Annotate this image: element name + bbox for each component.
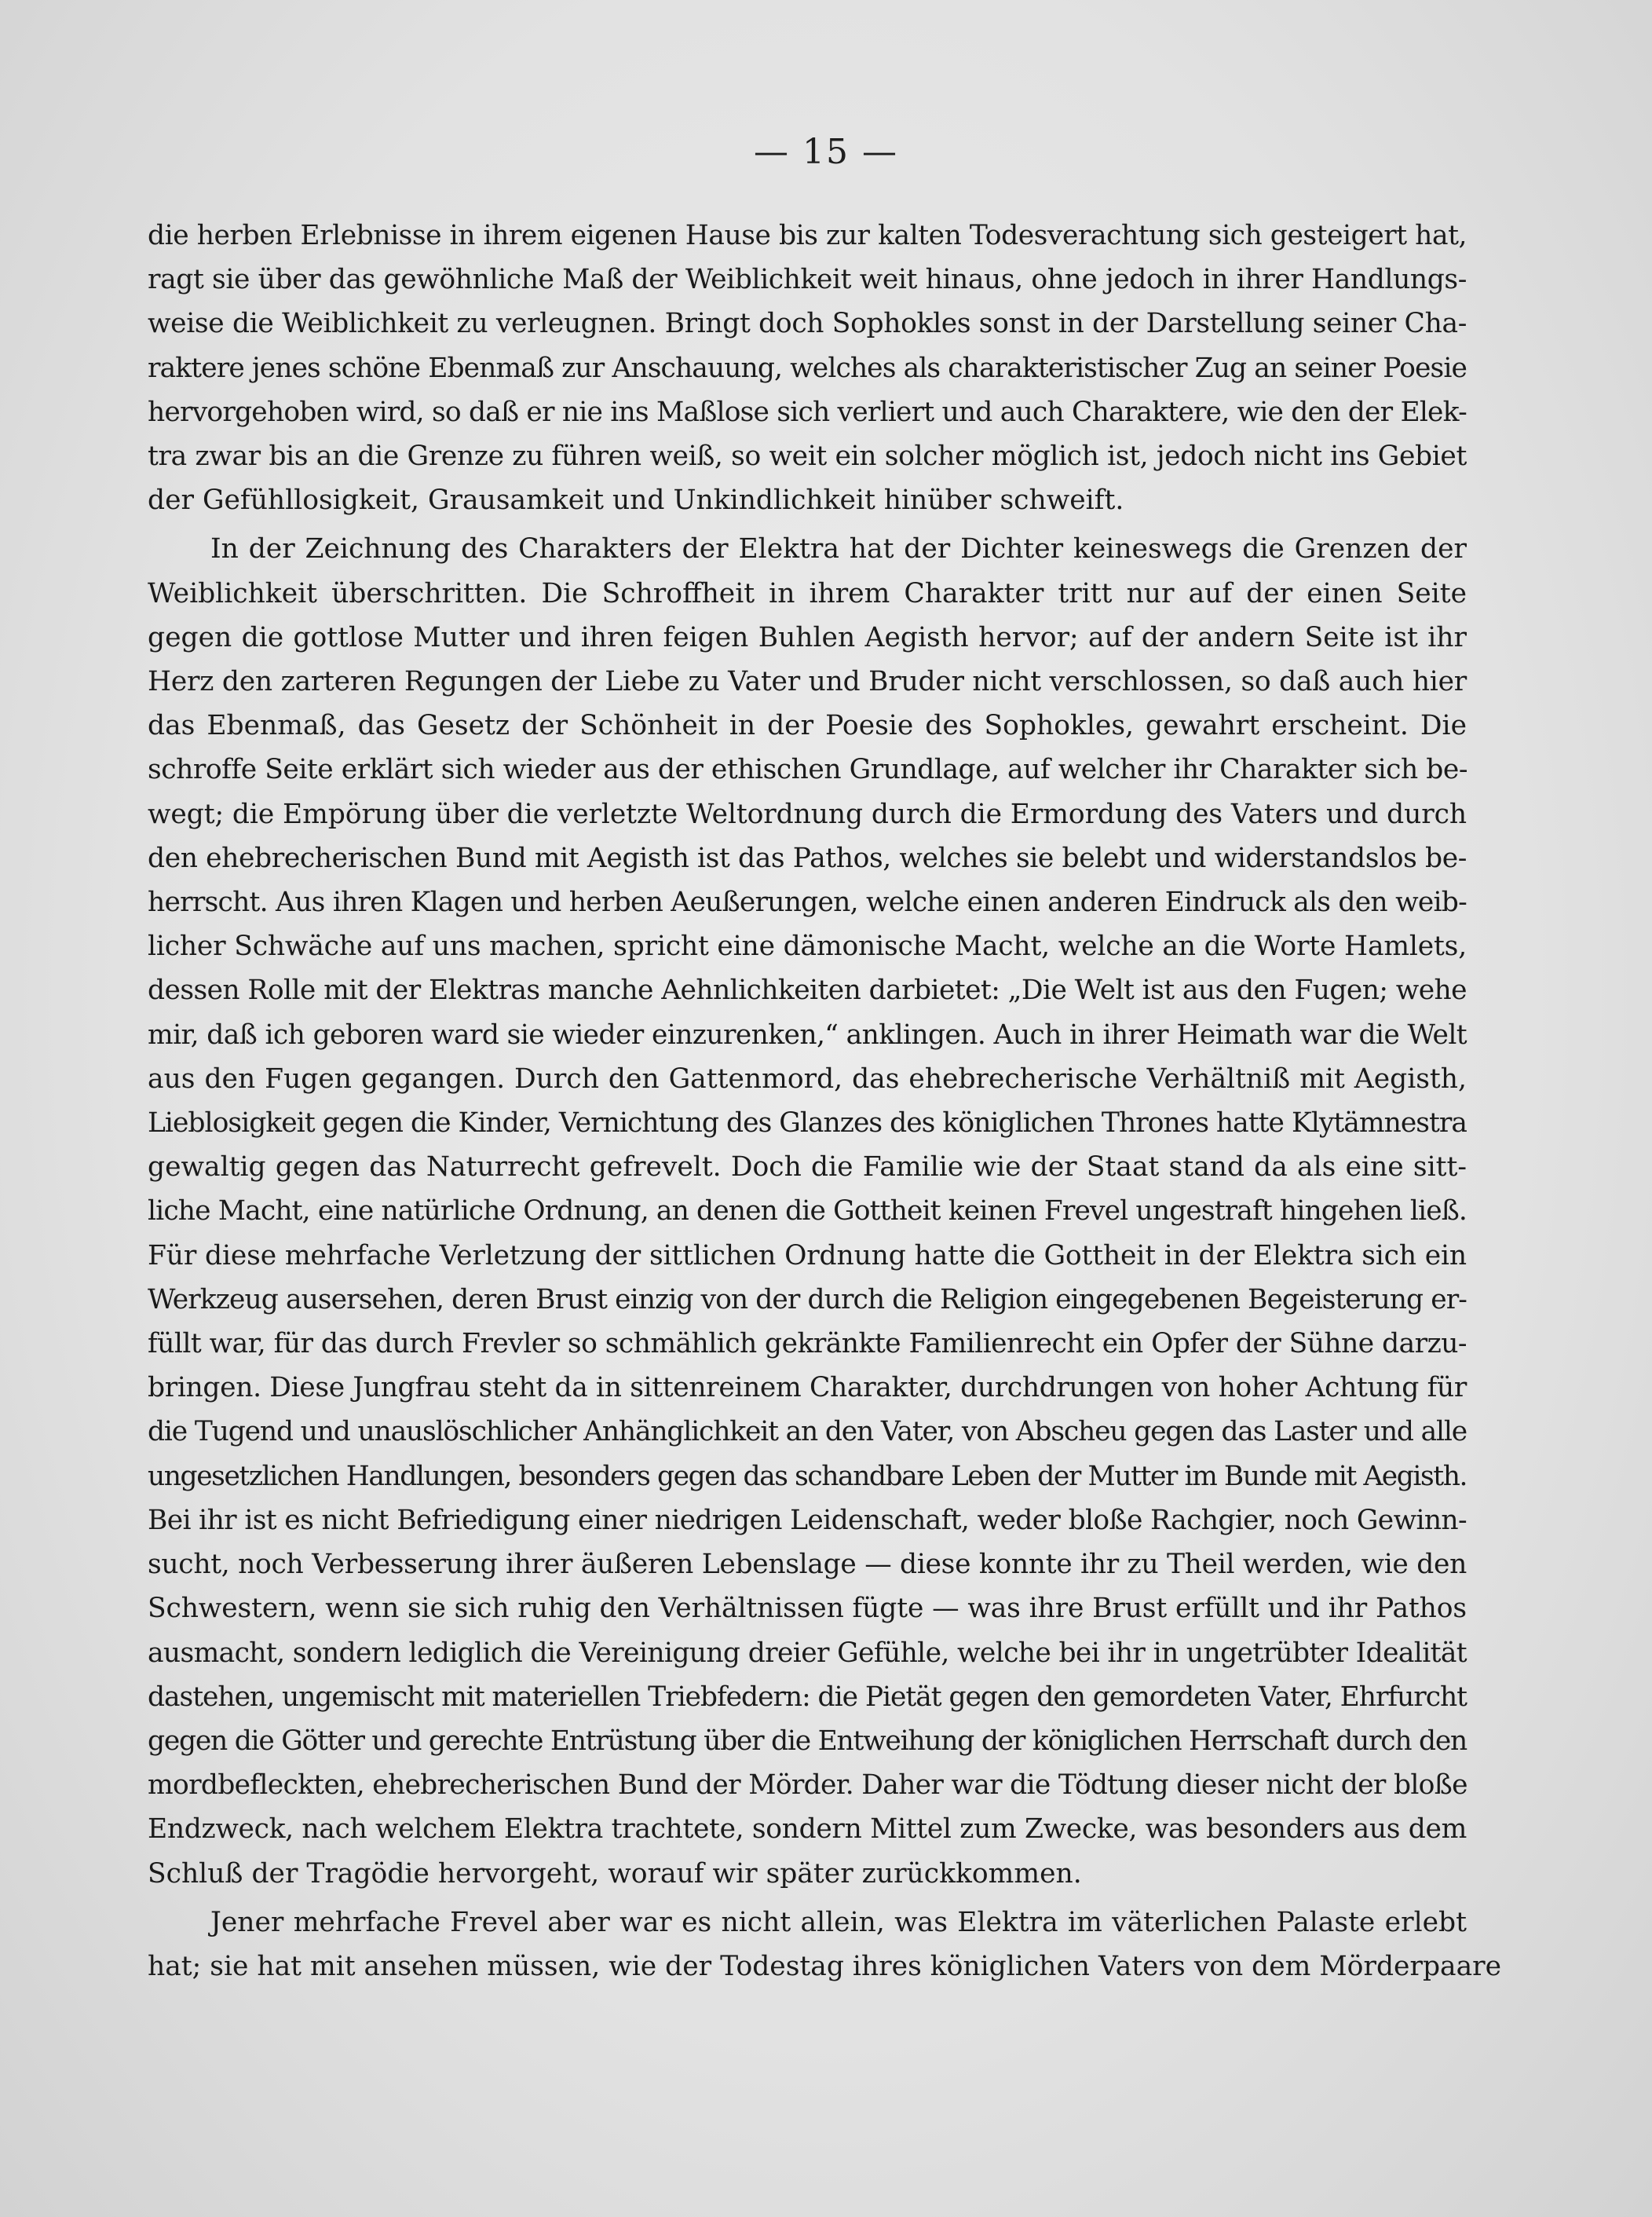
text-line: Herz den zarteren Regungen der Liebe zu Vater und Bruder nicht verschlossen, so daß auch hier <box>148 666 1467 698</box>
text-line: ausmacht, sondern lediglich die Vereinigung dreier Gefühle, welche bei ihr in ungetrübter Idealität <box>148 1637 1467 1669</box>
text-line: schroffe Seite erklärt sich wieder aus der ethischen Grundlage, auf welcher ihr Charakter sich be- <box>148 754 1468 786</box>
paragraph <box>148 1901 1502 1988</box>
text-line: Werkzeug ausersehen, deren Brust einzig von der durch die Religion eingegebenen Begeisterung er- <box>148 1283 1467 1315</box>
body-text <box>148 214 1502 1988</box>
text-line: wegt; die Empörung über die verletzte Weltordnung durch die Ermordung des Vaters und durch <box>148 798 1467 830</box>
text-line: gegen die gottlose Mutter und ihren feigen Buhlen Aegisth hervor; auf der andern Seite ist ihr <box>148 621 1467 653</box>
text-line: mir, daß ich geboren ward sie wieder einzurenken,“ anklingen. Auch in ihrer Heimath war die Welt <box>148 1019 1467 1051</box>
text-line: ragt sie über das gewöhnliche Maß der Weiblichkeit weit hinaus, ohne jedoch in ihrer Handlungs- <box>148 264 1467 296</box>
text-line: Für diese mehrfache Verletzung der sittlichen Ordnung hatte die Gottheit in der Elektra sich ein <box>148 1239 1467 1271</box>
text-line: Weiblichkeit überschritten. Die Schroffheit in ihrem Charakter tritt nur auf der einen Seite <box>148 577 1467 609</box>
text-line: gegen die Götter und gerechte Entrüstung über die Entweihung der königlichen Herrschaft durch den <box>148 1725 1467 1757</box>
paragraph <box>148 214 1467 522</box>
text-line: weise die Weiblichkeit zu verleugnen. Bringt doch Sophokles sonst in der Darstellung seiner Cha- <box>148 308 1467 340</box>
page-number: — 15 — <box>754 132 898 172</box>
text-line: mordbefleckten, ehebrecherischen Bund der Mörder. Daher war die Tödtung dieser nicht der bloße <box>148 1769 1467 1802</box>
text-line: Schluß der Tragödie hervorgeht, worauf wir später zurückkommen. <box>148 1857 1082 1890</box>
text-line: Jener mehrfache Frevel aber war es nicht allein, was Elektra im väterlichen Palaste erlebt <box>210 1906 1467 1938</box>
paragraph <box>148 527 1467 1895</box>
text-line: tra zwar bis an die Grenze zu führen weiß, so weit ein solcher möglich ist, jedoch nicht ins Gebiet <box>148 441 1467 473</box>
text-line: raktere jenes schöne Ebenmaß zur Anschauung, welches als charakteristischer Zug an seiner Poesie <box>148 352 1467 384</box>
text-line: die Tugend und unauslöschlicher Anhänglichkeit an den Vater, von Abscheu gegen das Laster und alle <box>148 1416 1467 1448</box>
text-line: licher Schwäche auf uns machen, spricht eine dämonische Macht, welche an die Worte Hamlets, <box>148 931 1467 963</box>
text-line: Lieblosigkeit gegen die Kinder, Vernichtung des Glanzes des königlichen Thrones hatte Klytämnestra <box>148 1107 1467 1140</box>
text-line: die herben Erlebnisse in ihrem eigenen Hause bis zur kalten Todesverachtung sich gesteigert hat, <box>148 220 1467 251</box>
text-line: Schwestern, wenn sie sich ruhig den Verhältnissen fügte — was ihre Brust erfüllt und ihr Pathos <box>148 1593 1467 1625</box>
text-line: hervorgehoben wird, so daß er nie ins Maßlose sich verliert und auch Charaktere, wie den der Elek- <box>148 396 1467 428</box>
text-line: dessen Rolle mit der Elektras manche Aehnlichkeiten darbietet: „Die Welt ist aus den Fugen; wehe <box>148 975 1467 1007</box>
text-line: aus den Fugen gegangen. Durch den Gattenmord, das ehebrecherische Verhältniß mit Aegisth, <box>148 1063 1467 1095</box>
text-line: füllt war, für das durch Frevler so schmählich gekränkte Familienrecht ein Opfer der Sühne darzu- <box>148 1328 1467 1360</box>
text-line: herrscht. Aus ihren Klagen und herben Aeußerungen, welche einen anderen Eindruck als den weib- <box>148 887 1467 919</box>
text-line: hat; sie hat mit ansehen müssen, wie der Todestag ihres königlichen Vaters von dem Mörderpaare <box>148 1950 1502 1982</box>
text-line: sucht, noch Verbesserung ihrer äußeren Lebenslage — diese konnte ihr zu Theil werden, wie den <box>148 1549 1467 1581</box>
text-line: Bei ihr ist es nicht Befriedigung einer niedrigen Leidenschaft, weder bloße Rachgier, noch Gewinn- <box>148 1504 1467 1536</box>
text-line: das Ebenmaß, das Gesetz der Schönheit in der Poesie des Sophokles, gewahrt erscheint. Die <box>148 710 1467 742</box>
text-line: gewaltig gegen das Naturrecht gefrevelt. Doch die Familie wie der Staat stand da als eine sitt- <box>148 1151 1467 1183</box>
text-line: ungesetzlichen Handlungen, besonders gegen das schandbare Leben der Mutter im Bunde mit Aegisth. <box>148 1460 1467 1492</box>
text-line: dastehen, ungemischt mit materiellen Triebfedern: die Pietät gegen den gemordeten Vater, Ehrfurcht <box>148 1681 1467 1713</box>
text-line: liche Macht, eine natürliche Ordnung, an denen die Gottheit keinen Frevel ungestraft hingehen ließ. <box>148 1195 1467 1227</box>
text-line: den ehebrecherischen Bund mit Aegisth ist das Pathos, welches sie belebt und widerstandslos be- <box>148 842 1467 874</box>
text-line: bringen. Diese Jungfrau steht da in sittenreinem Charakter, durchdrungen von hoher Achtung für <box>148 1372 1467 1404</box>
text-line: der Gefühllosigkeit, Grausamkeit und Unkindlichkeit hinüber schweift. <box>148 485 1124 517</box>
text-line: Endzweck, nach welchem Elektra trachtete, sondern Mittel zum Zwecke, was besonders aus dem <box>148 1813 1467 1846</box>
text-line: In der Zeichnung des Charakters der Elektra hat der Dichter keineswegs die Grenzen der <box>210 533 1467 565</box>
